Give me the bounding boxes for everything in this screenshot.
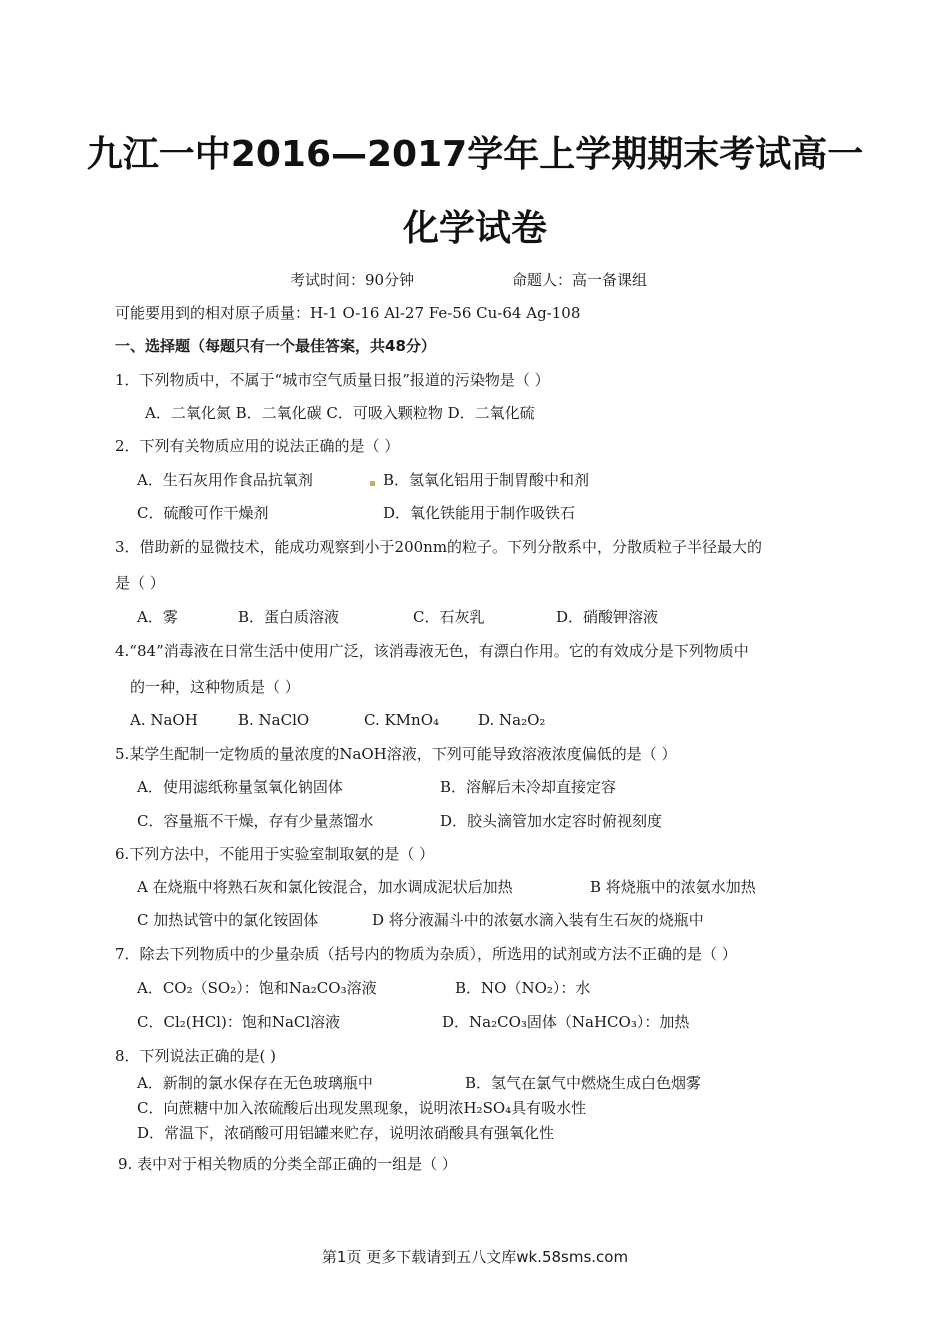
question-8-option-b: B．氢气在氯气中燃烧生成白色烟雾 [465, 1074, 702, 1092]
question-2-option-c: C．硫酸可作干燥剂 [137, 504, 269, 522]
exam-title-line2: 化学试卷 [402, 208, 547, 249]
question-3-option-a: A．雾 [137, 608, 178, 626]
question-2-option-d: D．氧化铁能用于制作吸铁石 [383, 504, 576, 522]
question-6-stem: 6.下列方法中，不能用于实验室制取氨的是（ ） [115, 845, 435, 863]
atomic-masses: 可能要用到的相对原子质量：H-1 O-16 Al-27 Fe-56 Cu-64 Ag-108 [115, 304, 581, 322]
question-3-option-d: D．硝酸钾溶液 [556, 608, 659, 626]
question-6-option-d: D 将分液漏斗中的浓氨水滴入装有生石灰的烧瓶中 [372, 911, 704, 929]
question-5-option-c: C．容量瓶不干燥，存有少量蒸馏水 [137, 812, 374, 830]
question-8-option-d: D．常温下，浓硝酸可用铝罐来贮存，说明浓硝酸具有强氧化性 [137, 1124, 555, 1142]
question-7-option-a: A．CO₂（SO₂）：饱和Na₂CO₃溶液 [137, 979, 377, 997]
question-5-option-b: B．溶解后未冷却直接定容 [440, 778, 617, 796]
question-5-stem: 5.某学生配制一定物质的量浓度的NaOH溶液，下列可能导致溶液浓度偏低的是（ ） [115, 745, 677, 763]
question-6-option-a: A 在烧瓶中将熟石灰和氯化铵混合，加水调成泥状后加热 [137, 878, 513, 896]
question-7-option-b: B．NO（NO₂）：水 [455, 979, 591, 997]
question-2-option-b: B．氢氧化铝用于制胃酸中和剂 [383, 471, 590, 489]
question-8-stem: 8．下列说法正确的是( ) [115, 1047, 277, 1065]
question-3-option-b: B．蛋白质溶液 [238, 608, 340, 626]
question-4-stem-line1: 4.“84”消毒液在日常生活中使用广泛，该消毒液无色，有漂白作用。它的有效成分是下列物质中 [115, 642, 749, 660]
question-2-stem: 2．下列有关物质应用的说法正确的是（ ） [115, 437, 400, 455]
stray-mark [370, 481, 375, 486]
question-5-option-a: A．使用滤纸称量氢氧化钠固体 [137, 778, 343, 796]
question-8-option-c: C．向蔗糖中加入浓硫酸后出现发黑现象，说明浓H₂SO₄具有吸水性 [137, 1099, 587, 1117]
question-4-option-d: D. Na₂O₂ [478, 711, 546, 729]
question-2-option-a: A．生石灰用作食品抗氧剂 [137, 471, 313, 489]
question-4-option-c: C. KMnO₄ [364, 711, 440, 729]
question-1-options: A．二氧化氮 B．二氧化碳 C．可吸入颗粒物 D．二氧化硫 [145, 404, 535, 422]
question-4-option-b: B. NaClO [238, 711, 310, 729]
section-heading: 一、选择题（每题只有一个最佳答案，共48分） [115, 337, 436, 355]
question-7-stem: 7．除去下列物质中的少量杂质（括号内的物质为杂质），所选用的试剂或方法不正确的是（ ） [115, 945, 737, 963]
question-5-option-d: D．胶头滴管加水定容时俯视刻度 [440, 812, 663, 830]
question-8-option-a: A．新制的氯水保存在无色玻璃瓶中 [137, 1074, 373, 1092]
question-7-option-d: D．Na₂CO₃固体（NaHCO₃）：加热 [442, 1013, 690, 1031]
question-4-stem-line2: 的一种，这种物质是（ ） [130, 678, 300, 696]
exam-title-line1: 九江一中2016—2017学年上学期期末考试高一 [86, 134, 864, 175]
page-footer: 第1页 更多下载请到五八文库wk.58sms.com [321, 1248, 629, 1266]
exam-author: 命题人：高一备课组 [512, 271, 648, 289]
question-3-option-c: C．石灰乳 [413, 608, 485, 626]
question-4-option-a: A. NaOH [130, 711, 198, 729]
question-9-stem: 9. 表中对于相关物质的分类全部正确的一组是（ ） [118, 1155, 457, 1173]
exam-time: 考试时间：90分钟 [290, 271, 415, 289]
question-6-option-c: C 加热试管中的氯化铵固体 [137, 911, 319, 929]
question-1-stem: 1．下列物质中，不属于“城市空气质量日报”报道的污染物是（ ） [115, 371, 550, 389]
question-3-stem-line2: 是（ ） [115, 574, 165, 592]
question-7-option-c: C．Cl₂(HCl)：饱和NaCl溶液 [137, 1013, 341, 1031]
question-6-option-b: B 将烧瓶中的浓氨水加热 [590, 878, 756, 896]
question-3-stem-line1: 3．借助新的显微技术，能成功观察到小于200nm的粒子。下列分散系中，分散质粒子半径最大的 [115, 538, 763, 556]
